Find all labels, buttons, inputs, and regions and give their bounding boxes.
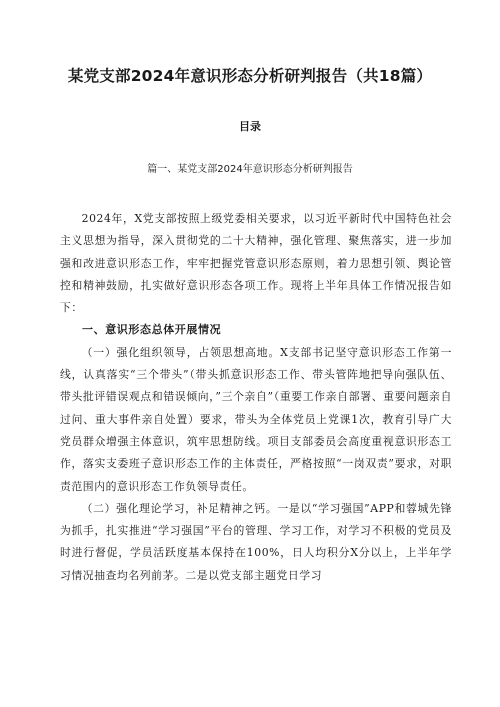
toc-item[interactable]: 篇一、某党支部2024年意识形态分析研判报告 (147, 164, 353, 175)
section-heading: 一、意识形态总体开展情况 (82, 323, 222, 337)
body-paragraph: （一）强化组织领导，占领思想高地。X支部书记坚守意识形态工作第一线，认真落实“三个带头”（带头抓意识形态工作、带头管阵地把导向强队伍、带头批评错误观点和错误倾向，”三个亲自”（重要工作亲自部署、重要问题亲自过问、重大事件亲自处置）要求，带头为全体党员上党课1次，教育引导广大党员群众增强主体意识，筑牢思想防线。项目支部委员会高度重视意识形态工作，落实支委班子意识形态工作的主体责任，严格按照“一岗双责”要求，对职责范围内的意识形态工作负领导责任。 (60, 345, 452, 493)
body-paragraph: （二）强化理论学习，补足精神之钙。一是以“学习强国”APP和蓉城先锋为抓手，扎实推进“学习强国”平台的管理、学习工作，对学习不积极的党员及时进行督促，学员活跃度基本保持在100%，日人均积分X分以上，上半年学习情况抽查均名列前茅。二是以党支部主题党日学习 (60, 501, 452, 582)
toc-heading: 目录 (239, 120, 261, 133)
document-body (60, 208, 452, 587)
document-title: 某党支部2024年意识形态分析研判报告（共18篇） (67, 67, 433, 85)
intro-paragraph: 2024年，X党支部按照上级党委相关要求，以习近平新时代中国特色社会主义思想为指导，深入贯彻党的二十大精神，强化管理、聚焦落实，进一步加强和改进意识形态工作，牢牢把握党管意识形态原则，着力思想引领、舆论管控和精神鼓励，扎实做好意识形态各项工作。现将上半年具体工作情况报告如下： (60, 212, 452, 315)
